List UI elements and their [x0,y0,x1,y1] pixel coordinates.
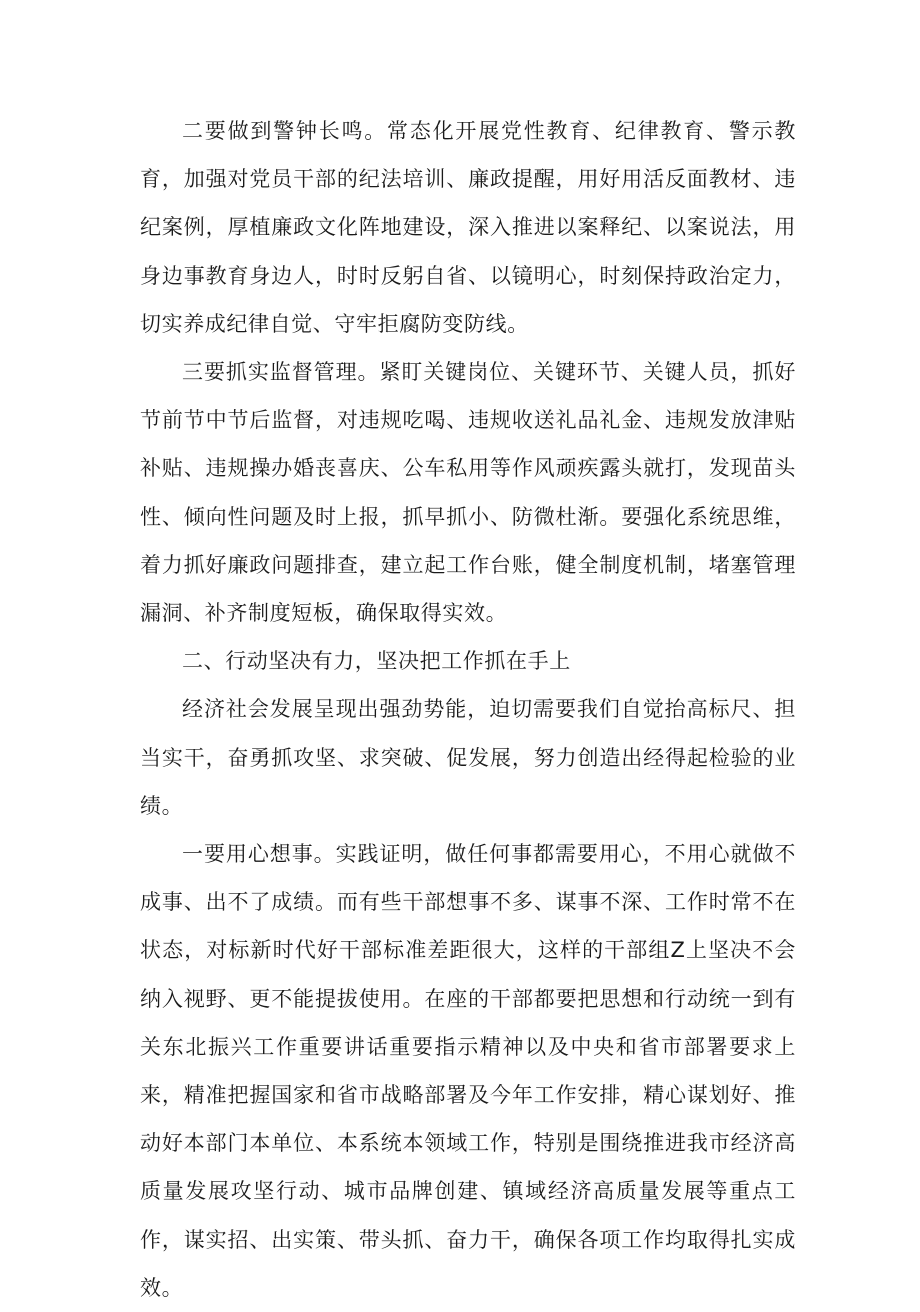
paragraph-think-with-heart: 一要用心想事。实践证明，做任何事都需要用心，不用心就做不成事、出不了成绩。而有些干部想事不多、谋事不深、工作时常不在状态，对标新时代好干部标准差距很大，这样的干部组Z上坚决不会纳入视野、更不能提拔使用。在座的干部都要把思想和行动统一到有关东北振兴工作重要讲话重要指示精神以及中央和省市部署要求上来，精准把握国家和省市战略部署及今年工作安排，精心谋划好、推动好本部门本单位、本系统本领域工作，特别是围绕推进我市经济高质量发展攻坚行动、城市品牌创建、镇域经济高质量发展等重点工作，谋实招、出实策、带头抓、奋力干，确保各项工作均取得扎实成效。 [140,842,796,1300]
section-heading-action: 二、行动坚决有力，坚决把工作抓在手上 [182,649,571,674]
document-body [140,107,796,1312]
paragraph-section-intro: 经济社会发展呈现出强劲势能，迫切需要我们自觉抬高标尺、担当实干，奋勇抓攻坚、求突破、促发展，努力创造出经得起检验的业绩。 [140,697,796,818]
paragraph-discipline-education: 二要做到警钟长鸣。常态化开展党性教育、纪律教育、警示教育，加强对党员干部的纪法培训、廉政提醒，用好用活反面教材、违纪案例，厚植廉政文化阵地建设，深入推进以案释纪、以案说法，用身边事教育身边人，时时反躬自省、以镜明心，时刻保持政治定力，切实养成纪律自觉、守牢拒腐防变防线。 [140,119,796,336]
paragraph-supervision-management: 三要抓实监督管理。紧盯关键岗位、关键环节、关键人员，抓好节前节中节后监督，对违规吃喝、违规收送礼品礼金、违规发放津贴补贴、违规操办婚丧喜庆、公车私用等作风顽疾露头就打，发现苗头性、倾向性问题及时上报，抓早抓小、防微杜渐。要强化系统思维，着力抓好廉政问题排查，建立起工作台账，健全制度机制，堵塞管理漏洞、补齐制度短板，确保取得实效。 [140,360,796,626]
